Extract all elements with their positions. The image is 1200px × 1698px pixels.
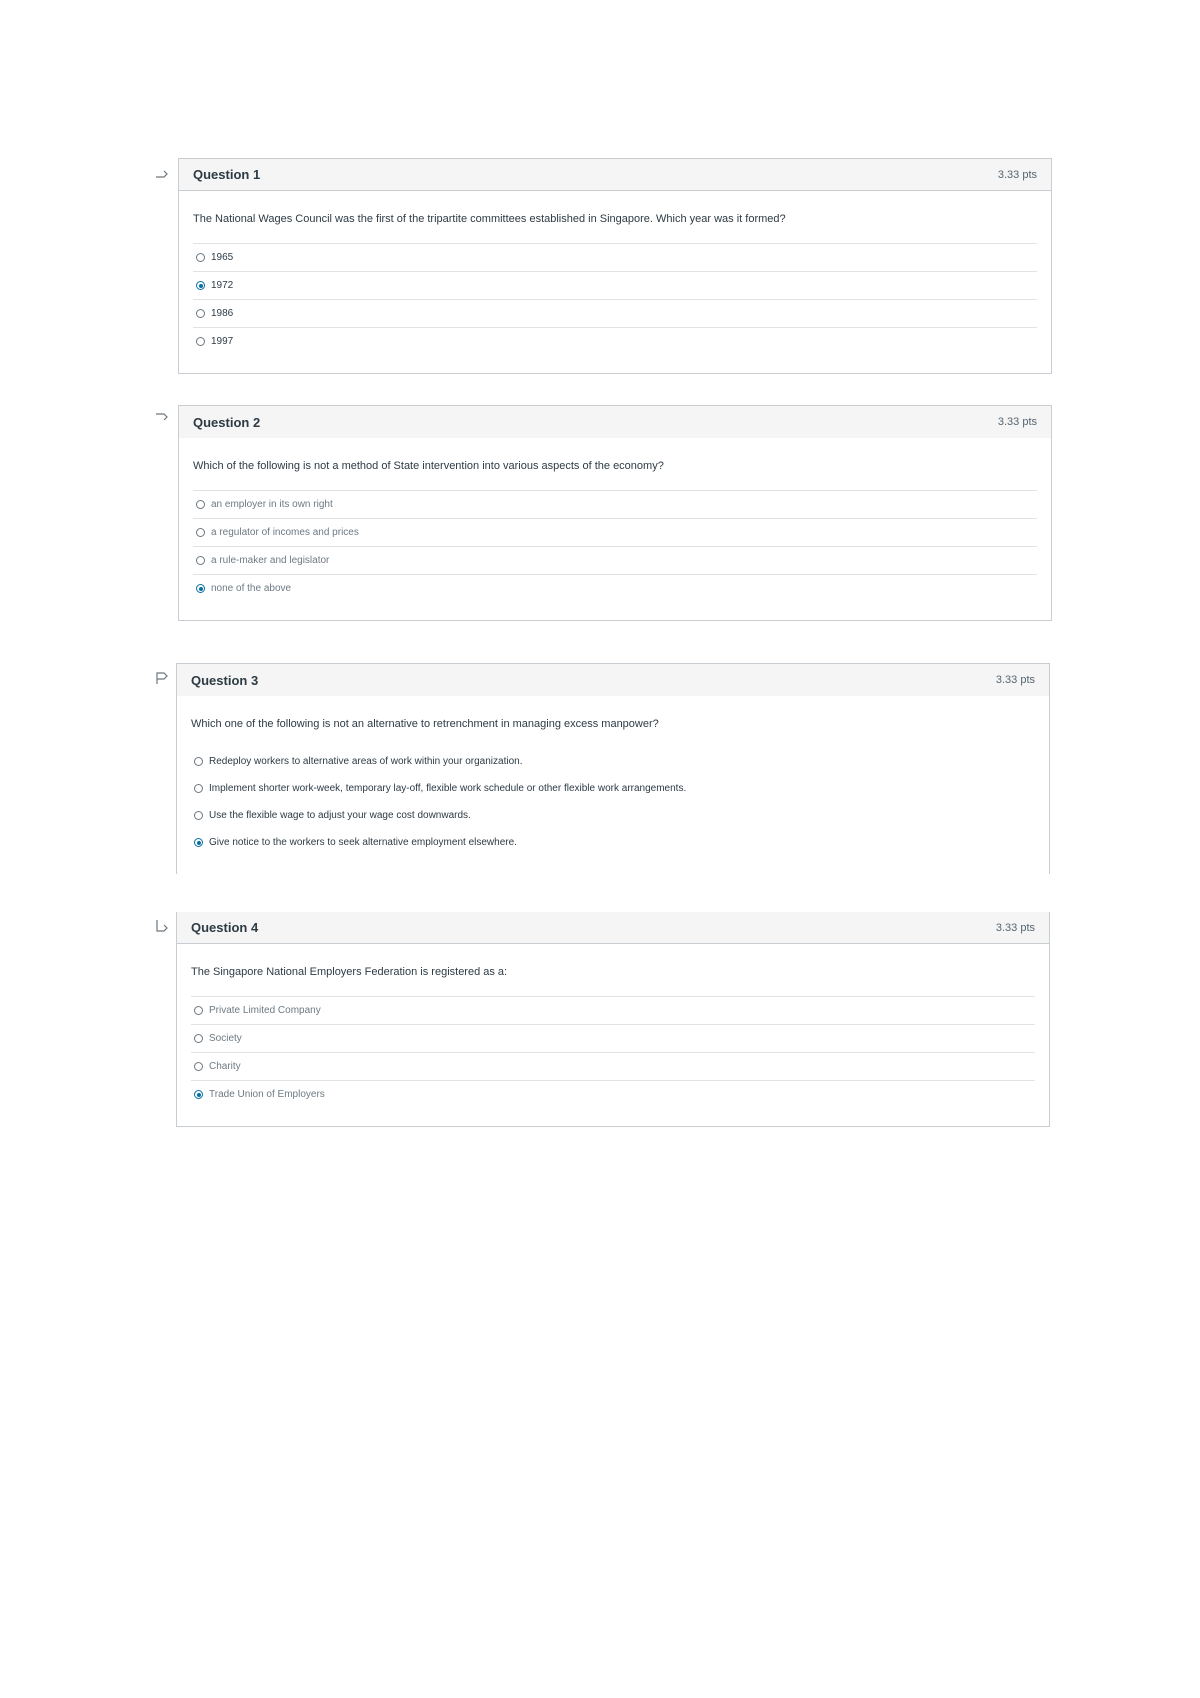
answer-option[interactable]: [191, 1080, 1035, 1108]
answer-option[interactable]: [193, 574, 1037, 602]
flag-question-icon[interactable]: [155, 671, 171, 685]
radio-button-icon[interactable]: [196, 253, 205, 262]
answer-label: none of the above: [211, 583, 292, 594]
answer-label: an employer in its own right: [211, 499, 333, 510]
question-text: Which of the following is not a method of State intervention into various aspects of the economy?: [193, 460, 664, 472]
answer-label: 1965: [211, 252, 234, 263]
radio-button-icon[interactable]: [196, 528, 205, 537]
radio-button-icon[interactable]: [194, 1006, 203, 1015]
radio-button-icon[interactable]: [194, 811, 203, 820]
radio-button-icon[interactable]: [194, 838, 203, 847]
question-card-1: [178, 158, 1052, 374]
answer-option[interactable]: [191, 775, 1035, 802]
answer-option[interactable]: [193, 299, 1037, 327]
answer-label: Trade Union of Employers: [209, 1089, 325, 1100]
answer-option[interactable]: [191, 996, 1035, 1024]
answer-label: Society: [209, 1033, 242, 1044]
question-body: [179, 191, 1051, 373]
question-card-3: [176, 663, 1050, 874]
flag-question-icon[interactable]: [155, 919, 171, 933]
question-points: 3.33 pts: [997, 416, 1037, 428]
answer-option[interactable]: [193, 243, 1037, 271]
flag-question-icon[interactable]: [155, 165, 171, 179]
radio-button-icon[interactable]: [194, 1090, 203, 1099]
question-points: 3.33 pts: [995, 921, 1035, 934]
answer-option[interactable]: [191, 748, 1035, 775]
answer-label: 1986: [211, 308, 234, 319]
question-title: Question 3: [191, 672, 259, 688]
question-header: [179, 406, 1051, 438]
question-body: [177, 944, 1049, 1126]
question-text: The National Wages Council was the first of the tripartite committees established in Singapore. Which year was it formed?: [193, 213, 786, 225]
answer-list: [193, 490, 1037, 602]
answer-option[interactable]: [193, 546, 1037, 574]
answer-option[interactable]: [191, 1024, 1035, 1052]
answer-option[interactable]: [193, 518, 1037, 546]
answer-option[interactable]: [193, 271, 1037, 299]
question-text: Which one of the following is not an alternative to retrenchment in managing excess manpower?: [191, 718, 659, 730]
question-title: Question 2: [193, 414, 261, 430]
question-header: [177, 664, 1049, 696]
answer-option[interactable]: [193, 327, 1037, 355]
question-header: [179, 159, 1051, 191]
radio-button-icon[interactable]: [194, 757, 203, 766]
question-points: 3.33 pts: [997, 168, 1037, 181]
answer-label: 1972: [211, 280, 234, 291]
radio-button-icon[interactable]: [196, 309, 205, 318]
answer-label: Use the flexible wage to adjust your wage cost downwards.: [209, 810, 471, 821]
question-title: Question 4: [191, 920, 259, 935]
question-header: [177, 912, 1049, 944]
radio-button-icon[interactable]: [196, 281, 205, 290]
question-card-2: [178, 405, 1052, 621]
answer-option[interactable]: [191, 829, 1035, 856]
radio-button-icon[interactable]: [196, 556, 205, 565]
question-points: 3.33 pts: [995, 674, 1035, 686]
answer-label: Charity: [209, 1061, 241, 1072]
answer-list: [191, 748, 1035, 856]
flag-question-icon[interactable]: [155, 412, 171, 426]
answer-label: 1997: [211, 336, 234, 347]
answer-list: [191, 996, 1035, 1108]
question-title: Question 1: [193, 167, 261, 182]
answer-label: Give notice to the workers to seek alternative employment elsewhere.: [209, 837, 517, 848]
answer-option[interactable]: [191, 1052, 1035, 1080]
answer-option[interactable]: [193, 490, 1037, 518]
radio-button-icon[interactable]: [194, 784, 203, 793]
question-body: [177, 696, 1049, 874]
answer-label: Redeploy workers to alternative areas of work within your organization.: [209, 756, 523, 767]
radio-button-icon[interactable]: [194, 1034, 203, 1043]
answer-label: Implement shorter work-week, temporary lay-off, flexible work schedule or other flexible work arrangements.: [209, 783, 687, 794]
radio-button-icon[interactable]: [196, 500, 205, 509]
question-card-4: [176, 912, 1050, 1127]
radio-button-icon[interactable]: [194, 1062, 203, 1071]
answer-option[interactable]: [191, 802, 1035, 829]
answer-list: [193, 243, 1037, 355]
answer-label: a regulator of incomes and prices: [211, 527, 359, 538]
question-body: [179, 438, 1051, 620]
radio-button-icon[interactable]: [196, 584, 205, 593]
answer-label: a rule-maker and legislator: [211, 555, 330, 566]
radio-button-icon[interactable]: [196, 337, 205, 346]
answer-label: Private Limited Company: [209, 1005, 321, 1016]
question-text: The Singapore National Employers Federation is registered as a:: [191, 966, 508, 978]
